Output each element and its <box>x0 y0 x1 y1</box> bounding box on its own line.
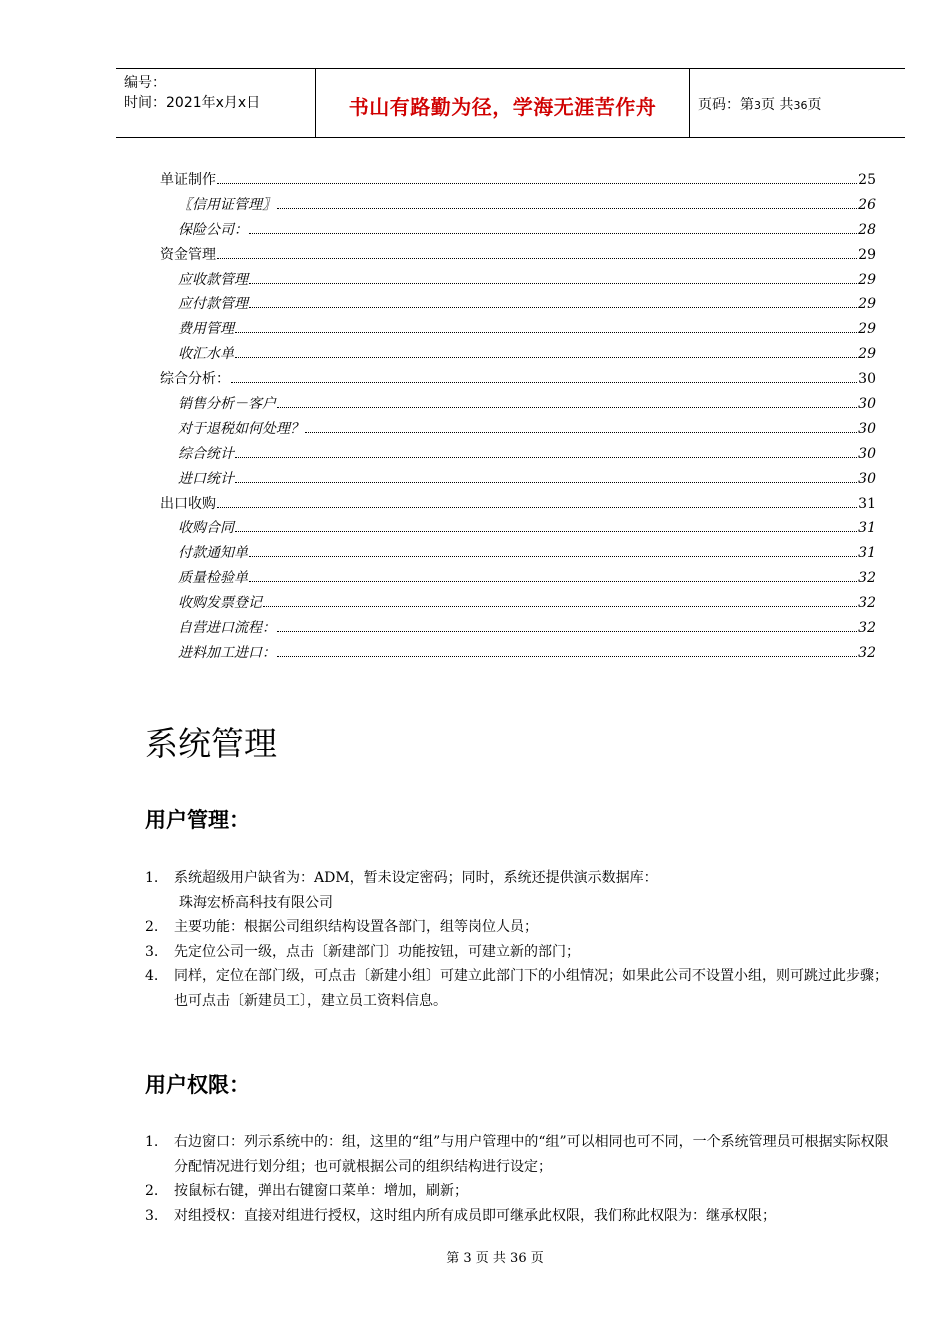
toc-entry-page: 26 <box>858 196 876 213</box>
toc-leader-dots <box>249 555 857 557</box>
toc-entry-label: 综合统计 <box>178 445 234 462</box>
toc-entry[interactable] <box>160 568 876 593</box>
header-page-cell <box>690 69 905 137</box>
toc-entry-label: 销售分析－客户 <box>178 396 276 413</box>
toc-entry-label: 应付款管理 <box>178 296 248 313</box>
header-page-number <box>698 94 821 114</box>
toc-leader-dots <box>277 207 857 209</box>
toc-leader-dots <box>235 456 857 458</box>
toc-leader-dots <box>277 655 857 657</box>
toc-entry-label: 质量检验单 <box>178 570 248 587</box>
toc-entry-label: 单证制作 <box>160 172 216 188</box>
toc-entry-page: 28 <box>858 221 876 238</box>
list-item-number: 1. <box>145 870 159 886</box>
list-item <box>145 1130 890 1179</box>
toc-entry-page: 30 <box>858 420 876 437</box>
toc-entry-label: 〖信用证管理〗 <box>178 196 276 213</box>
toc-entry[interactable] <box>160 494 876 519</box>
list-item-number: 2. <box>145 1183 159 1199</box>
toc-entry-page: 29 <box>858 321 876 338</box>
toc-entry-label: 费用管理 <box>178 321 234 338</box>
toc-entry-page: 29 <box>858 246 876 263</box>
page-header <box>116 68 905 138</box>
toc-entry-page: 29 <box>858 271 876 288</box>
toc-entry[interactable] <box>160 518 876 543</box>
toc-entry[interactable] <box>160 195 876 220</box>
toc-leader-dots <box>277 630 857 632</box>
list-item <box>145 940 890 965</box>
toc-entry[interactable] <box>160 220 876 245</box>
header-doc-number: 编号： <box>124 75 166 91</box>
toc-entry-label: 保险公司： <box>178 221 248 238</box>
toc-entry[interactable] <box>160 319 876 344</box>
toc-entry-label: 收购合同 <box>178 520 234 537</box>
list-item-extra-text: 珠海宏桥高科技有限公司 <box>179 894 333 911</box>
toc-leader-dots <box>277 406 857 408</box>
toc-entry-page: 32 <box>858 620 876 637</box>
user-permission-heading: 用户权限： <box>145 1073 250 1097</box>
toc-entry-page: 30 <box>858 445 876 462</box>
user-permission-list <box>145 1130 890 1228</box>
toc-entry-page: 32 <box>858 570 876 587</box>
list-item-text: 按鼠标右键，弹出右键窗口菜单：增加，刷新； <box>174 1183 468 1199</box>
toc-entry[interactable] <box>160 344 876 369</box>
header-meta-cell <box>116 69 316 137</box>
header-page-mid: 页 共 <box>761 97 794 113</box>
toc-leader-dots <box>305 431 857 433</box>
list-item-text: 对组授权：直接对组进行授权，这时组内所有成员即可继承此权限，我们称此权限为：继承权限； <box>174 1207 776 1224</box>
toc-leader-dots <box>235 481 857 483</box>
toc-entry-page: 31 <box>858 495 876 512</box>
header-date: 时间：2021年x月x日 <box>124 95 261 111</box>
list-item <box>145 1204 890 1229</box>
list-item-text: 主要功能：根据公司组织结构设置各部门，组等岗位人员； <box>174 919 538 935</box>
toc-entry[interactable] <box>160 245 876 270</box>
list-item-number: 2. <box>145 919 159 935</box>
toc-leader-dots <box>263 605 857 607</box>
list-item-text: 同样，定位在部门级，可点击〔新建小组〕可建立此部门下的小组情况；如果此公司不设置小组，则可跳过此步骤；也可点击〔新建员工〕，建立员工资料信息。 <box>174 968 888 1009</box>
toc-entry-page: 29 <box>858 296 876 313</box>
toc-entry[interactable] <box>160 369 876 394</box>
list-item-number: 3. <box>145 943 159 960</box>
header-page-label: 页码：第 <box>698 97 754 113</box>
toc-entry-page: 25 <box>858 172 876 188</box>
section-title: 系统管理 <box>145 724 277 763</box>
list-item-text: 系统超级用户缺省为：ADM，暂未设定密码；同时，系统还提供演示数据库： <box>174 870 658 886</box>
header-page-current: 3 <box>754 99 761 112</box>
toc-entry[interactable] <box>160 618 876 643</box>
toc-entry-page: 32 <box>858 595 876 612</box>
header-motto-cell <box>316 69 690 137</box>
toc-entry-page: 32 <box>858 644 876 661</box>
toc-entry[interactable] <box>160 419 876 444</box>
toc-entry-page: 30 <box>858 371 876 388</box>
toc-leader-dots <box>249 232 857 234</box>
toc-entry-label: 出口收购 <box>160 495 216 512</box>
toc-entry[interactable] <box>160 643 876 668</box>
toc-entry-page: 31 <box>858 520 876 537</box>
list-item-text: 右边窗口：列示系统中的：组，这里的“组”与用户管理中的“组”可以相同也可不同，一个系统管理员可根据实际权限分配情况进行划分组；也可就根据公司的组织结构进行设定； <box>174 1134 889 1175</box>
list-item <box>145 1179 890 1204</box>
toc-entry[interactable] <box>160 394 876 419</box>
list-item <box>145 964 890 1013</box>
toc-entry-page: 31 <box>858 545 876 562</box>
toc-leader-dots <box>249 580 857 582</box>
toc-entry-label: 收汇水单 <box>178 346 234 363</box>
toc-entry-label: 资金管理 <box>160 246 216 263</box>
toc-entry[interactable] <box>160 294 876 319</box>
page-footer: 第 3 页 共 36 页 <box>446 1251 544 1266</box>
toc-leader-dots <box>217 506 857 508</box>
list-item <box>145 866 890 915</box>
toc-entry-label: 自营进口流程： <box>178 620 276 637</box>
toc-entry-page: 30 <box>858 396 876 413</box>
toc-leader-dots <box>249 306 857 308</box>
header-page-total: 36 <box>793 99 808 112</box>
toc-entry[interactable] <box>160 469 876 494</box>
toc-entry-label: 对于退税如何处理？ <box>178 420 304 437</box>
toc-entry-label: 进口统计 <box>178 470 234 487</box>
user-management-list <box>145 866 890 1013</box>
list-item <box>145 915 890 940</box>
toc-entry-label: 进料加工进口： <box>178 644 276 661</box>
list-item-number: 3. <box>145 1207 159 1224</box>
toc-leader-dots <box>231 381 857 383</box>
toc-entry[interactable] <box>160 543 876 568</box>
toc-leader-dots <box>235 356 857 358</box>
toc-entry[interactable] <box>160 270 876 295</box>
header-page-end: 页 <box>807 97 822 113</box>
toc-entry-page: 29 <box>858 346 876 363</box>
toc-leader-dots <box>235 331 857 333</box>
toc-entry-label: 应收款管理 <box>178 271 248 288</box>
list-item-text: 先定位公司一级，点击〔新建部门〕功能按钮，可建立新的部门； <box>174 943 580 960</box>
toc-entry[interactable] <box>160 170 876 195</box>
toc-leader-dots <box>217 257 857 259</box>
toc-leader-dots <box>235 530 857 532</box>
toc-entry-label: 收购发票登记 <box>178 595 262 612</box>
list-item-number: 1. <box>145 1134 159 1150</box>
user-management-heading: 用户管理： <box>145 808 250 832</box>
toc-leader-dots <box>249 282 857 284</box>
toc-entry-label: 付款通知单 <box>178 545 248 562</box>
toc-entry-label: 综合分析： <box>160 371 230 388</box>
toc-entry[interactable] <box>160 444 876 469</box>
toc-entry[interactable] <box>160 593 876 618</box>
header-motto: 书山有路勤为径，学海无涯苦作舟 <box>348 95 657 119</box>
table-of-contents <box>160 170 876 668</box>
toc-leader-dots <box>217 182 857 184</box>
toc-entry-page: 30 <box>858 470 876 487</box>
list-item-number: 4. <box>145 968 159 984</box>
